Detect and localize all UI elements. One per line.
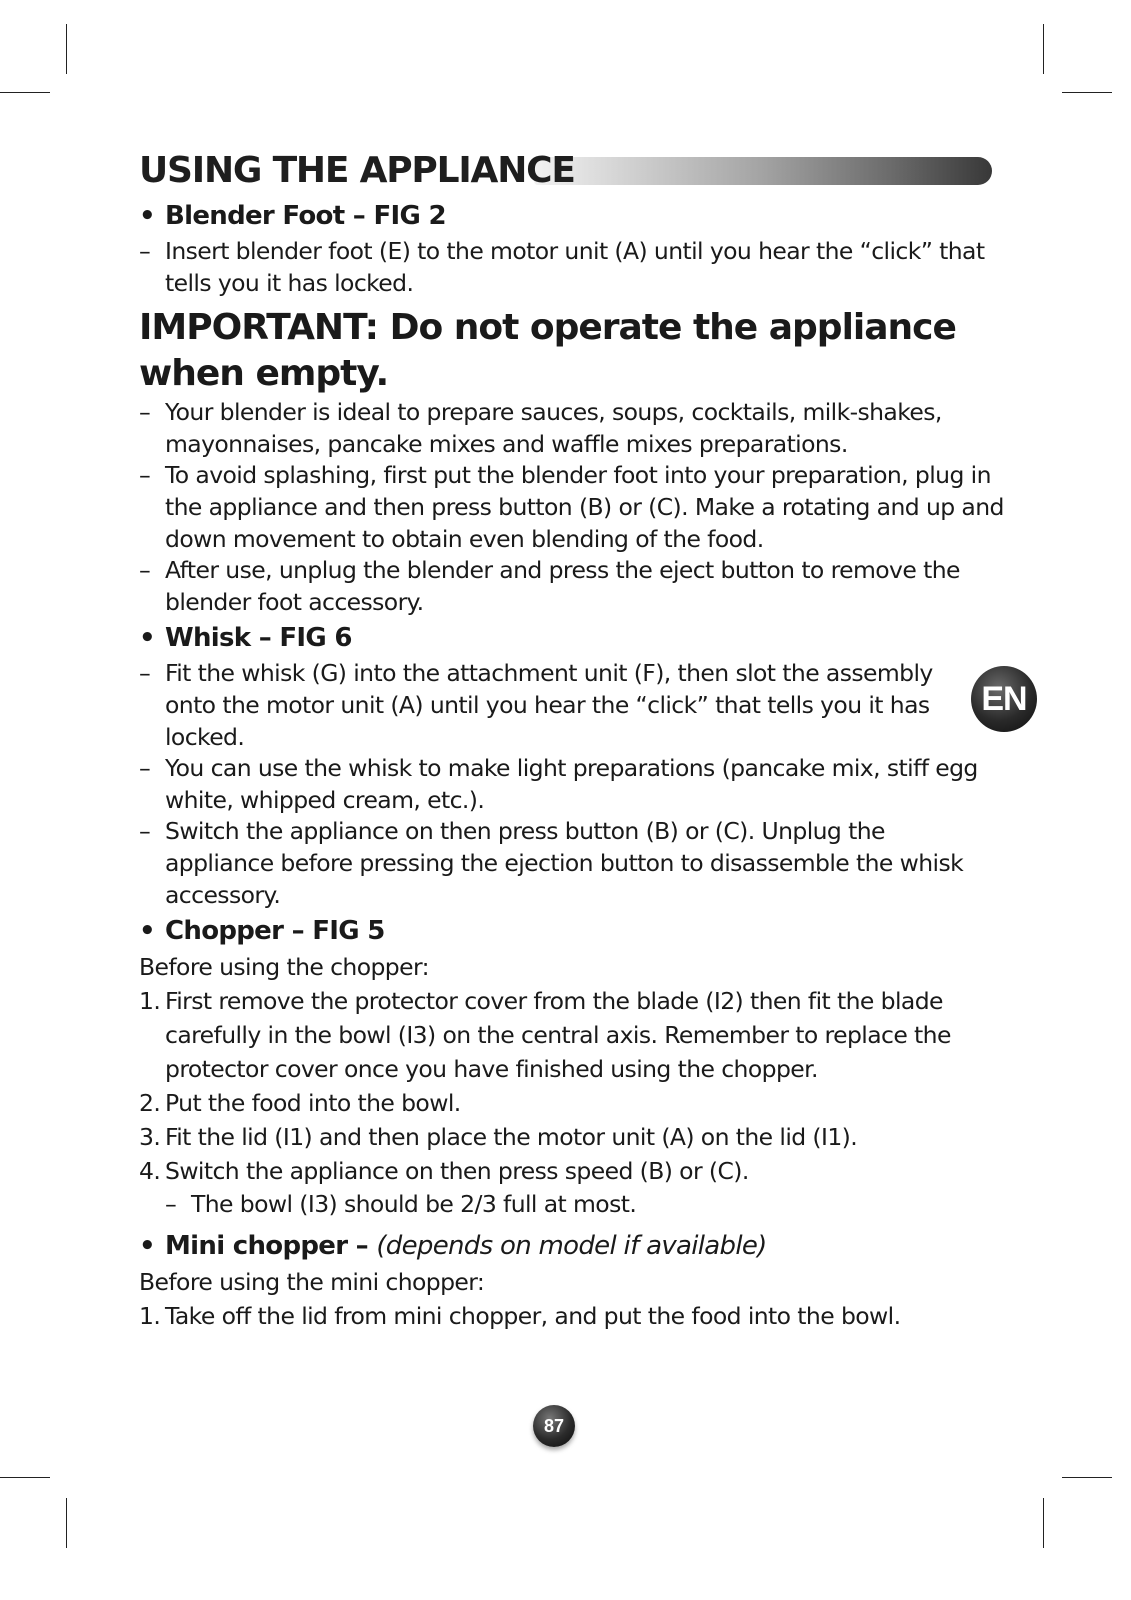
crop-mark — [1062, 1477, 1112, 1478]
bullet: • — [139, 201, 155, 231]
list-item — [139, 236, 1019, 299]
list-item — [139, 753, 985, 816]
list-item-text: After use, unplug the blender and press the eject button to remove the blender foot accessory. — [165, 556, 960, 616]
step-text: Take off the lid from mini chopper, and put the food into the bowl. — [165, 1302, 901, 1331]
step-text: Put the food into the bowl. — [165, 1089, 461, 1118]
list-item — [139, 555, 1019, 618]
heading-note: (depends on model if available) — [376, 1231, 767, 1262]
dash-marker: – — [139, 556, 151, 585]
page-content — [139, 196, 1019, 1333]
dash-marker: – — [165, 1190, 177, 1219]
list-item-text: To avoid splashing, first put the blender foot into your preparation, plug in the appliance and then press button (B) or (C). Make a rotating and up and down movement to obtain even blending of the food. — [165, 461, 1004, 553]
crop-mark — [1062, 92, 1112, 93]
list-item-text: Insert blender foot (E) to the motor unit (A) until you hear the “click” that tells you it has locked. — [165, 237, 985, 297]
list-item — [139, 460, 1019, 555]
list-item-text: Switch the appliance on then press button (B) or (C). Unplug the appliance before pressing the ejection button to disassemble the whisk accessory. — [165, 817, 964, 909]
step-number: 1. — [139, 1302, 161, 1331]
dash-marker: – — [139, 237, 151, 265]
dash-marker: – — [139, 461, 151, 490]
numbered-step — [139, 1120, 1019, 1154]
dash-marker: – — [139, 754, 151, 783]
crop-mark — [66, 24, 67, 74]
important-warning: IMPORTANT: Do not operate the appliance when empty. — [139, 307, 956, 395]
step-text: First remove the protector cover from the blade (I2) then fit the blade carefully in the bowl (I3) on the central axis. Remember to replace the protector cover once you have finished using the chopper. — [165, 987, 951, 1084]
page-number: 87 — [533, 1405, 575, 1447]
heading-text: Whisk – FIG 6 — [165, 623, 352, 654]
chopper-heading — [139, 913, 1019, 949]
sub-note-text: The bowl (I3) should be 2/3 full at most. — [191, 1190, 637, 1219]
chopper-intro: Before using the chopper: — [139, 953, 429, 982]
sub-note — [139, 1188, 1019, 1220]
step-number: 2. — [139, 1089, 161, 1118]
heading-text: Mini chopper – — [165, 1231, 368, 1262]
mini-chopper-heading — [139, 1228, 1019, 1264]
heading-text: Chopper – FIG 5 — [165, 916, 385, 947]
step-number: 3. — [139, 1123, 161, 1152]
list-item — [139, 816, 965, 911]
numbered-step — [139, 984, 1019, 1086]
numbered-step — [139, 1299, 1019, 1333]
section-header — [139, 150, 993, 192]
crop-mark — [66, 1498, 67, 1548]
blender-foot-heading — [139, 198, 1019, 234]
language-tab: EN — [971, 666, 1037, 732]
page-title: USING THE APPLIANCE — [139, 150, 575, 191]
dash-marker: – — [139, 659, 151, 688]
step-number: 1. — [139, 987, 161, 1016]
list-item-text: Your blender is ideal to prepare sauces, soups, cocktails, milk-shakes, mayonnaises, pancake mixes and waffle mixes preparations. — [165, 398, 942, 458]
bullet: • — [139, 1231, 155, 1262]
dash-marker: – — [139, 398, 151, 427]
crop-mark — [0, 1477, 50, 1478]
mini-chopper-intro: Before using the mini chopper: — [139, 1268, 485, 1297]
step-text: Fit the lid (I1) and then place the motor unit (A) on the lid (I1). — [165, 1123, 858, 1152]
numbered-step — [139, 1154, 1019, 1188]
crop-mark — [1043, 24, 1044, 74]
whisk-heading — [139, 620, 1019, 656]
heading-text: Blender Foot – FIG 2 — [165, 201, 446, 231]
title-gradient-bar — [534, 157, 992, 185]
step-text: Switch the appliance on then press speed (B) or (C). — [165, 1157, 749, 1186]
list-item — [139, 658, 985, 753]
bullet: • — [139, 916, 155, 947]
crop-mark — [0, 92, 50, 93]
bullet: • — [139, 623, 155, 654]
list-item — [139, 397, 1019, 460]
numbered-step — [139, 1086, 1019, 1120]
list-item-text: You can use the whisk to make light preparations (pancake mix, stiff egg white, whipped cream, etc.). — [165, 754, 978, 814]
crop-mark — [1043, 1498, 1044, 1548]
list-item-text: Fit the whisk (G) into the attachment unit (F), then slot the assembly onto the motor unit (A) until you hear the “click” that tells you it has locked. — [165, 659, 933, 751]
dash-marker: – — [139, 817, 151, 846]
step-number: 4. — [139, 1157, 161, 1186]
